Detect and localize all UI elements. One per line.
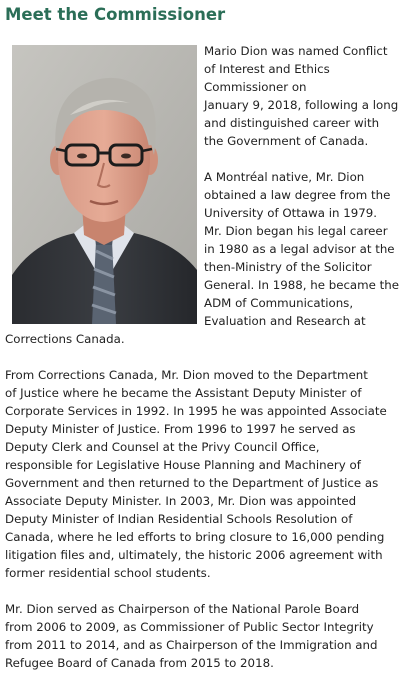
roles-line: Mr. Dion served as Chairperson of the National Parole Board: [5, 602, 360, 616]
career-line: From Corrections Canada, Mr. Dion moved to the Department: [5, 368, 368, 382]
roles-line: from 2006 to 2009, as Commissioner of Public Sector Integrity: [5, 620, 374, 634]
native-line: obtained a law degree from the: [204, 188, 391, 202]
career-line: Deputy Clerk and Counsel at the Privy Council Office,: [5, 440, 320, 454]
intro-line: Mario Dion was named Conflict: [204, 44, 388, 58]
intro-line: and distinguished career with: [204, 116, 380, 130]
roles-line: from 2011 to 2014, and as Chairperson of the Immigration and: [5, 638, 378, 652]
commissioner-portrait: [12, 45, 197, 324]
career-line: of Justice where he became the Assistant Deputy Minister of: [5, 386, 362, 400]
intro-line: Commissioner on: [204, 80, 307, 94]
native-line: General. In 1988, he became the: [204, 278, 400, 292]
career-line: responsible for Legislative House Planning and Machinery of: [5, 458, 361, 472]
intro-line: of Interest and Ethics: [204, 62, 330, 76]
career-line: former residential school students.: [5, 566, 211, 580]
career-line: Associate Deputy Minister. In 2003, Mr. Dion was appointed: [5, 494, 357, 508]
native-line: ADM of Communications,: [204, 296, 354, 310]
career-line: Government and then returned to the Department of Justice as: [5, 476, 379, 490]
career-line: Canada, where he led efforts to bring closure to 16,000 pending: [5, 530, 385, 544]
native-line: then-Ministry of the Solicitor: [204, 260, 372, 274]
native-line: Corrections Canada.: [5, 332, 125, 346]
native-line: in 1980 as a legal advisor at the: [204, 242, 395, 256]
native-line: Evaluation and Research at: [204, 314, 366, 328]
roles-line: Refugee Board of Canada from 2015 to 2018.: [5, 656, 274, 670]
native-line: University of Ottawa in 1979.: [204, 206, 378, 220]
native-line: Mr. Dion began his legal career: [204, 224, 388, 238]
intro-line: the Government of Canada.: [204, 134, 369, 148]
native-line: A Montréal native, Mr. Dion: [204, 170, 365, 184]
career-line: Corporate Services in 1992. In 1995 he was appointed Associate: [5, 404, 387, 418]
career-line: litigation files and, ultimately, the historic 2006 agreement with: [5, 548, 383, 562]
intro-line: January 9, 2018, following a long: [204, 98, 399, 112]
career-line: Deputy Minister of Justice. From 1996 to 1997 he served as: [5, 422, 356, 436]
career-line: Deputy Minister of Indian Residential Schools Resolution of: [5, 512, 353, 526]
page-title: Meet the Commissioner: [5, 5, 226, 24]
